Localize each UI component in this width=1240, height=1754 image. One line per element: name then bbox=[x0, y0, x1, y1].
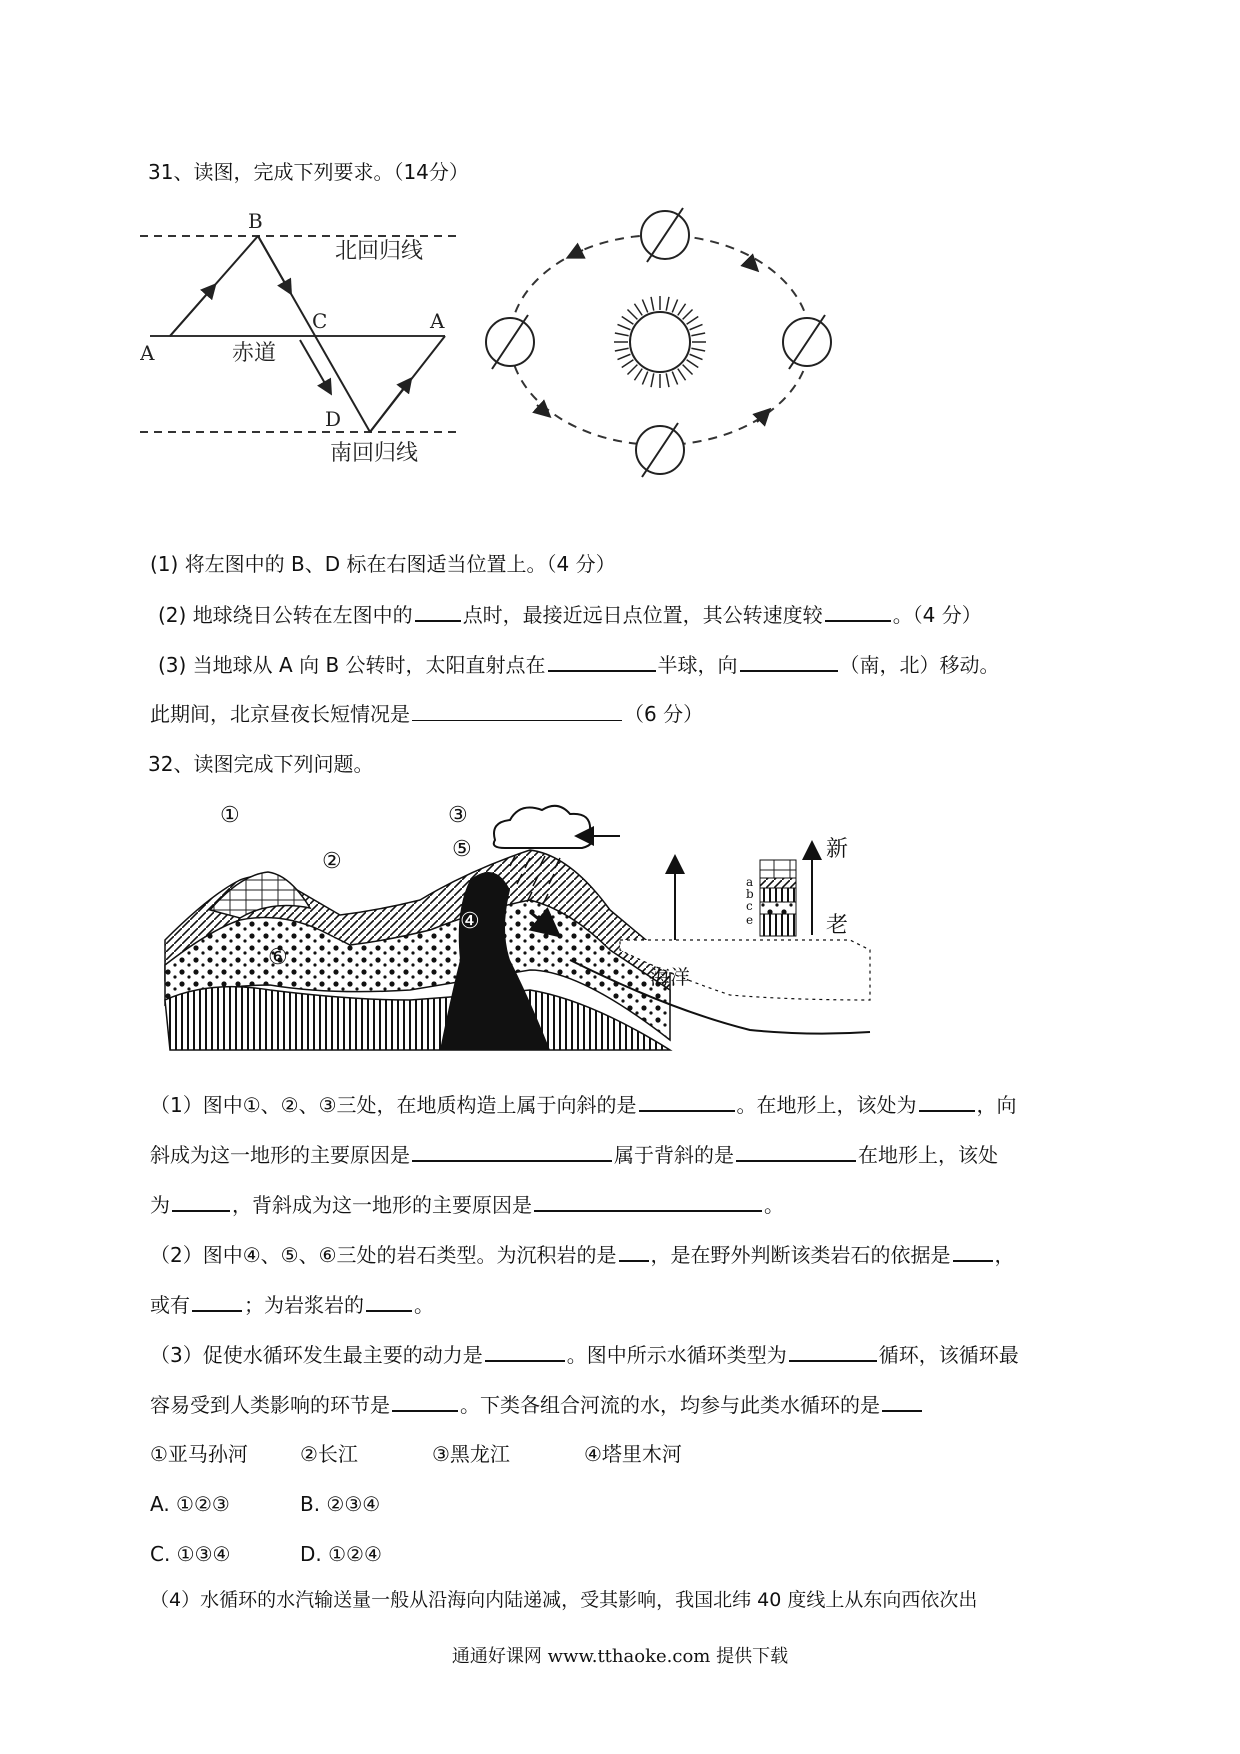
answer-blank[interactable] bbox=[412, 702, 622, 721]
q32-part1-line2: 斜成为这一地形的主要原因是 属于背斜的是 在地形上，该处 bbox=[150, 1143, 998, 1167]
earth-left-icon bbox=[486, 315, 534, 369]
layer-b: b bbox=[746, 887, 754, 901]
answer-blank[interactable] bbox=[789, 1342, 877, 1362]
answer-blank[interactable] bbox=[192, 1292, 242, 1312]
q31-part2: (2) 地球绕日公转在左图中的 点时，最接近远日点位置，其公转速度较 。（4 分） bbox=[158, 603, 982, 627]
q32-part3-line1: （3）促使水循环发生最主要的动力是 。图中所示水循环类型为 循环，该循环最 bbox=[150, 1343, 1019, 1367]
q32-part3-line2: 容易受到人类影响的环节是 。下类各组合河流的水，均参与此类水循环的是 bbox=[150, 1392, 924, 1417]
answer-blank[interactable] bbox=[639, 1092, 735, 1112]
page-footer: 通通好课网 www.tthaoke.com 提供下载 bbox=[451, 1646, 789, 1667]
answer-blank[interactable] bbox=[736, 1142, 856, 1162]
q31-part3-cont: 此期间，北京昼夜长短情况是 （6 分） bbox=[150, 702, 704, 726]
q32-part2-line1: （2）图中④、⑤、⑥三处的岩石类型。为沉积岩的是 ，是在野外判断该类岩石的依据是 ， bbox=[150, 1243, 1015, 1267]
label-tropic-north: 北回归线 bbox=[335, 239, 424, 264]
option-b[interactable]: B. ②③④ bbox=[300, 1492, 381, 1516]
label-6: ⑥ bbox=[268, 945, 288, 970]
answer-blank[interactable] bbox=[392, 1392, 458, 1412]
answer-blank[interactable] bbox=[740, 652, 838, 672]
answer-blank[interactable] bbox=[548, 652, 656, 672]
q32-part2-line2: 或有 ；为岩浆岩的 。 bbox=[150, 1293, 434, 1317]
label-old: 老 bbox=[826, 913, 849, 938]
geology-water-cycle-diagram bbox=[150, 800, 950, 1070]
solar-direct-point-diagram bbox=[140, 200, 470, 470]
earth-orbit-diagram bbox=[475, 200, 845, 480]
q32-part1-line1: （1）图中①、②、③三处，在地质构造上属于向斜的是 。在地形上，该处为 ，向 bbox=[150, 1093, 1017, 1117]
answer-blank[interactable] bbox=[415, 602, 461, 622]
layer-e: e bbox=[746, 913, 754, 927]
label-1: ① bbox=[220, 803, 240, 828]
sun-icon bbox=[614, 296, 706, 388]
cloud-icon bbox=[494, 806, 593, 848]
label-new: 新 bbox=[826, 837, 849, 862]
river-2: ②长江 bbox=[300, 1442, 358, 1466]
label-point-b: B bbox=[248, 209, 263, 233]
strata-legend bbox=[760, 848, 812, 936]
label-2: ② bbox=[322, 849, 342, 874]
answer-blank[interactable] bbox=[882, 1392, 922, 1412]
label-ocean: 海洋 bbox=[650, 965, 690, 989]
answer-blank[interactable] bbox=[953, 1242, 993, 1262]
answer-blank[interactable] bbox=[412, 1142, 612, 1162]
label-tropic-south: 南回归线 bbox=[330, 441, 419, 466]
label-3: ③ bbox=[448, 803, 468, 828]
label-point-d: D bbox=[325, 407, 342, 431]
answer-blank[interactable] bbox=[172, 1192, 230, 1212]
label-point-c: C bbox=[312, 309, 328, 333]
answer-blank[interactable] bbox=[825, 602, 891, 622]
q32-heading: 32、读图完成下列问题。 bbox=[148, 752, 374, 776]
answer-blank[interactable] bbox=[534, 1192, 762, 1212]
option-c[interactable]: C. ①③④ bbox=[150, 1542, 231, 1566]
label-equator: 赤道 bbox=[232, 341, 277, 366]
q31-part1: (1) 将左图中的 B、D 标在右图适当位置上。（4 分） bbox=[150, 552, 616, 576]
q32-part4-line1: （4）水循环的水汽输送量一般从沿海向内陆递减，受其影响，我国北纬 40 度线上从东向西依次出 bbox=[150, 1589, 978, 1611]
q32-part1-line3: 为 ，背斜成为这一地形的主要原因是 。 bbox=[150, 1193, 784, 1217]
q31-heading: 31、读图，完成下列要求。（14分） bbox=[148, 160, 469, 184]
earth-right-icon bbox=[783, 315, 831, 369]
q31-part3: (3) 当地球从 A 向 B 公转时，太阳直射点在 半球，向 （南，北）移动。 bbox=[158, 653, 1000, 677]
river-3: ③黑龙江 bbox=[432, 1442, 510, 1466]
option-a[interactable]: A. ①②③ bbox=[150, 1492, 230, 1516]
answer-blank[interactable] bbox=[619, 1242, 649, 1262]
answer-blank[interactable] bbox=[485, 1342, 565, 1362]
label-5: ⑤ bbox=[452, 837, 472, 862]
earth-bottom-icon bbox=[636, 423, 684, 477]
answer-blank[interactable] bbox=[366, 1292, 412, 1312]
layer-c: c bbox=[746, 899, 753, 913]
label-4: ④ bbox=[460, 909, 480, 934]
label-point-a-left: A bbox=[140, 341, 155, 365]
earth-top-icon bbox=[641, 208, 689, 262]
label-point-a-right: A bbox=[430, 309, 445, 333]
river-1: ①亚马孙河 bbox=[150, 1442, 248, 1466]
answer-blank[interactable] bbox=[919, 1092, 975, 1112]
layer-a: a bbox=[746, 875, 754, 889]
river-4: ④塔里木河 bbox=[584, 1442, 682, 1466]
option-d[interactable]: D. ①②④ bbox=[300, 1542, 382, 1566]
